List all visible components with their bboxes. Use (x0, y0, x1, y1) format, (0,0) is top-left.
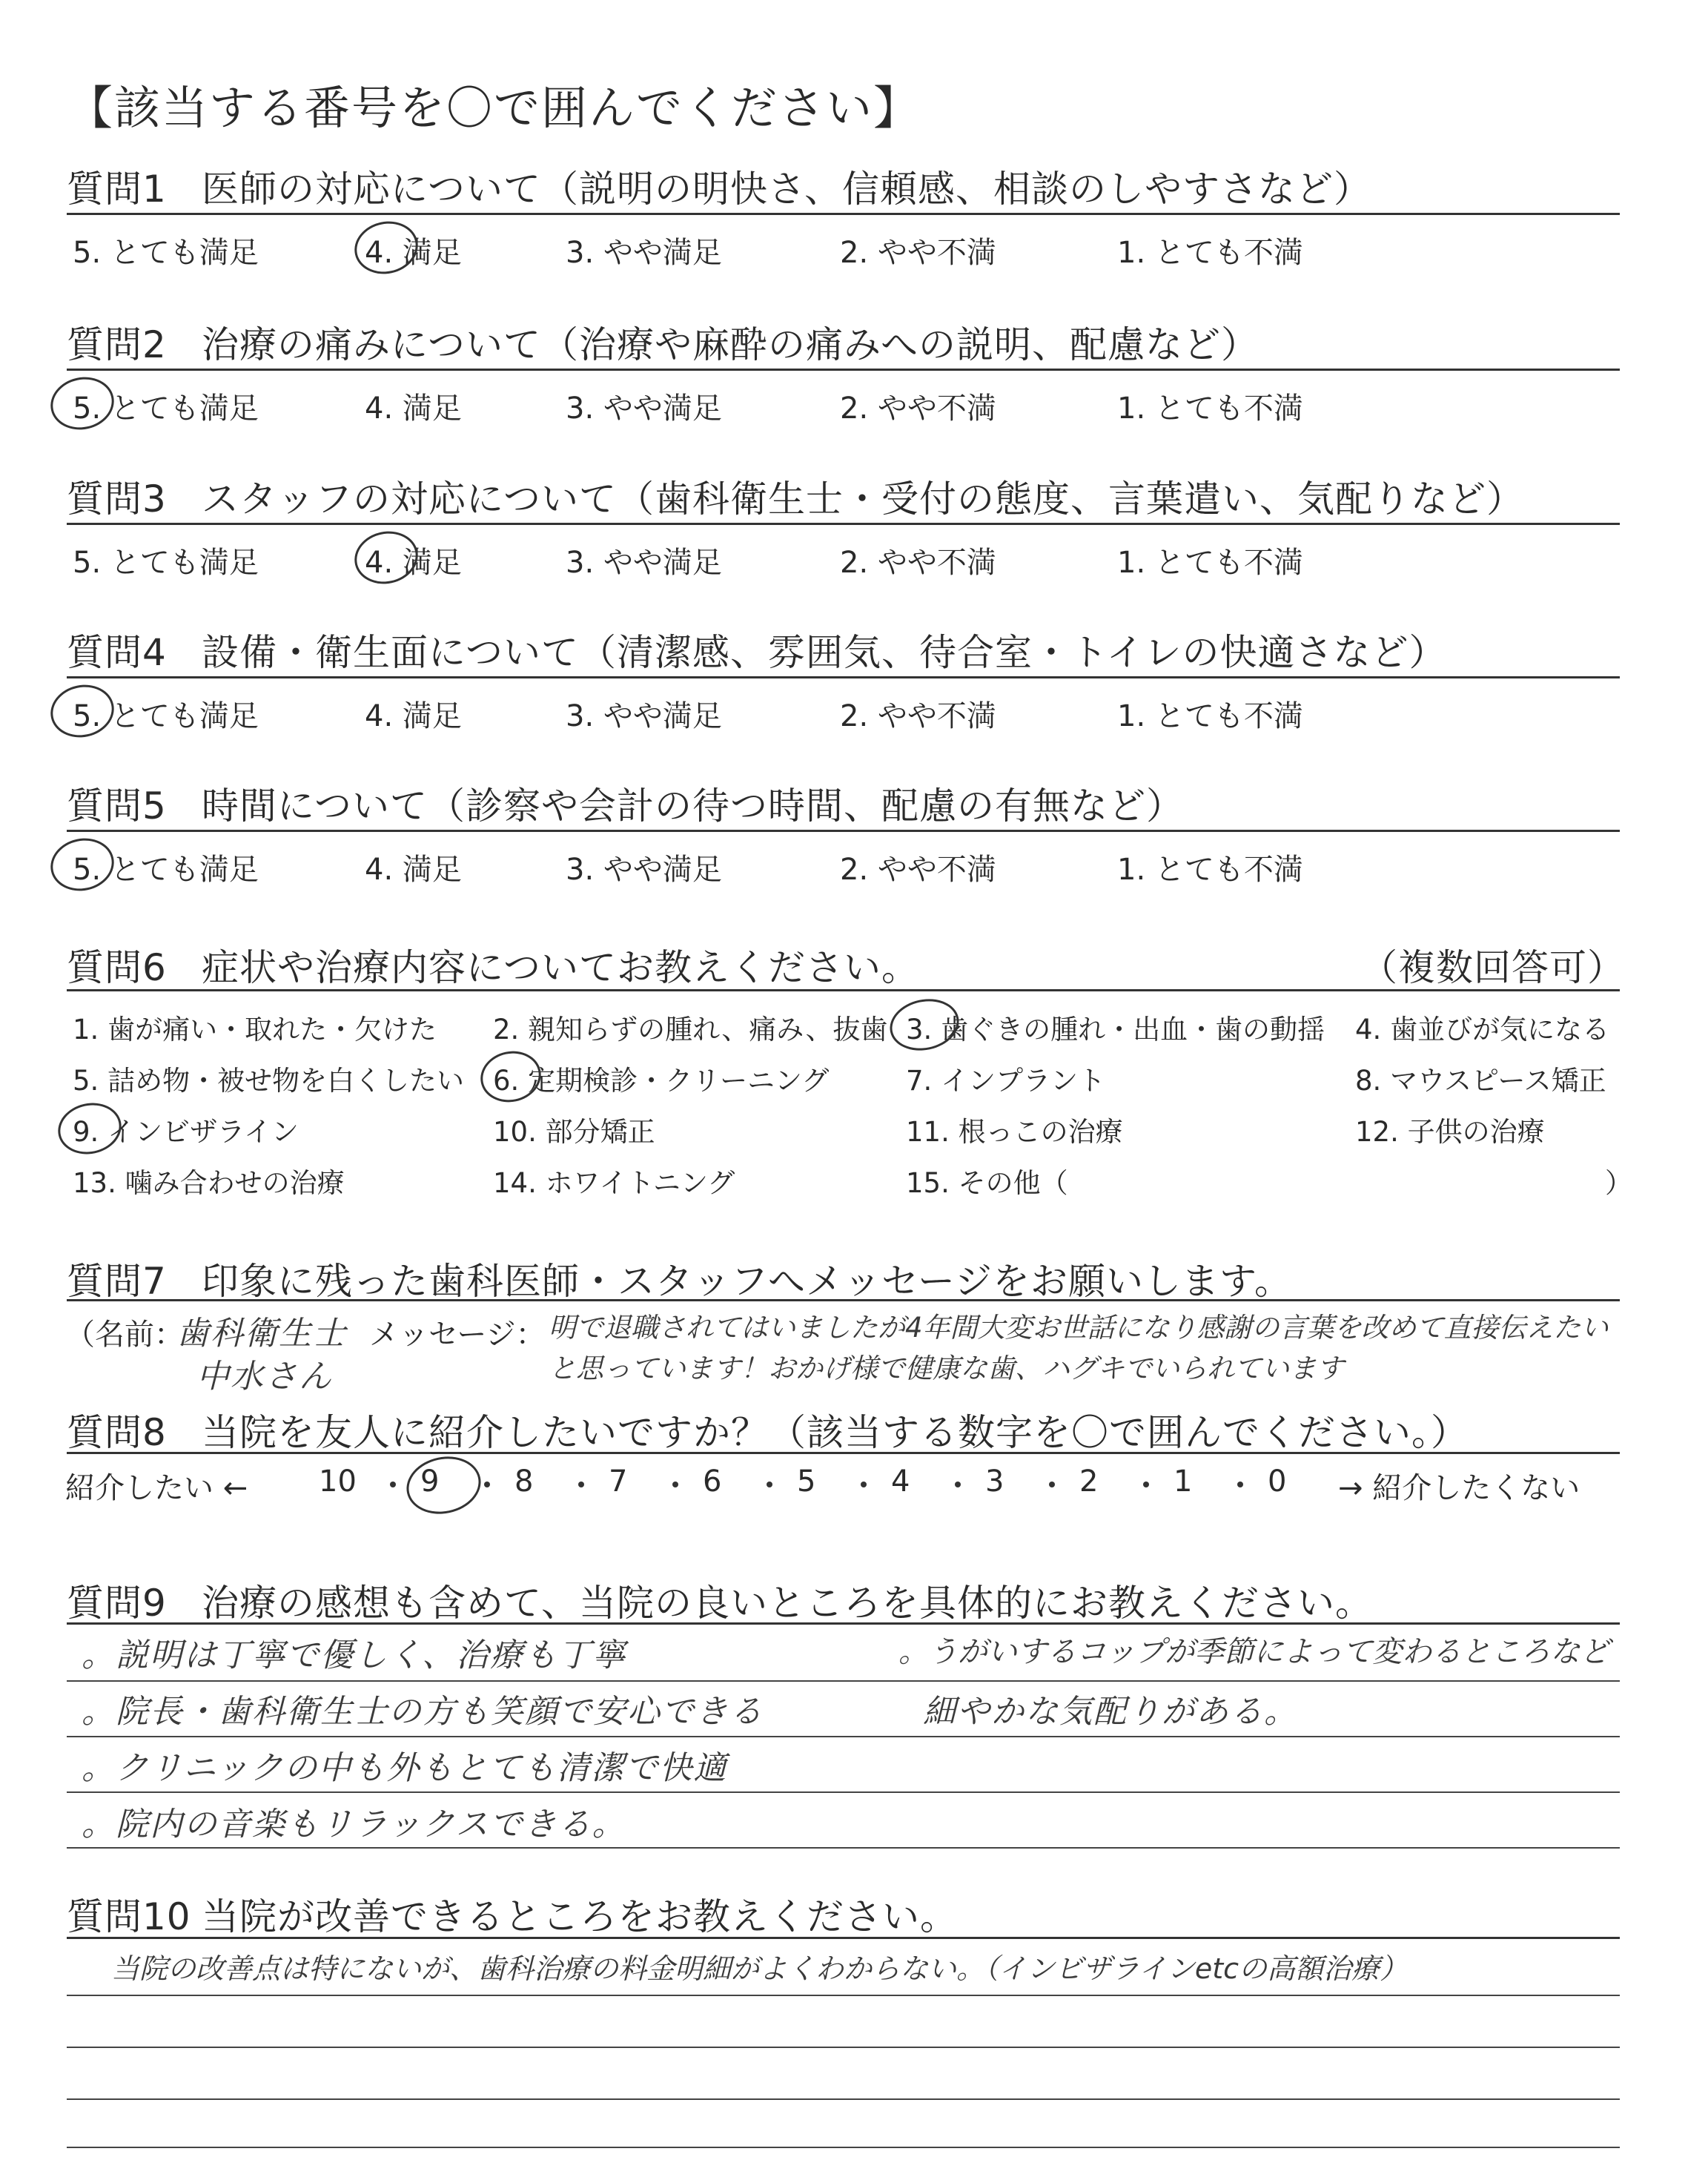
scale-number[interactable]: 9 (420, 1464, 440, 1499)
q5-rule (67, 830, 1620, 832)
q6-option[interactable]: 10. 部分矯正 (493, 1116, 655, 1148)
q6-option[interactable]: 15. その他（ (906, 1167, 1068, 1199)
q6-option[interactable]: 13. 噛み合わせの治療 (73, 1167, 345, 1199)
rating-option[interactable]: 1. とても不満 (1117, 546, 1303, 580)
writing-line (67, 1847, 1620, 1849)
q6-option[interactable]: 9. インビザライン (73, 1116, 299, 1148)
selection-circle (476, 1046, 546, 1108)
q6-option[interactable]: 14. ホワイトニング (493, 1167, 735, 1199)
q7-text: 印象に残った歯科医師・スタッフへメッセージをお願いします。 (202, 1260, 1292, 1303)
q9-rule (67, 1622, 1620, 1625)
scale-separator-dot (1049, 1482, 1055, 1487)
scale-number[interactable]: 10 (319, 1464, 357, 1499)
q6-option[interactable]: 12. 子供の治療 (1355, 1116, 1545, 1148)
q9-line[interactable]: 。院長・歯科衛生士の方も笑顔で安心できる (82, 1693, 764, 1731)
rating-option[interactable]: 2. やや不満 (840, 236, 996, 270)
writing-line (67, 1995, 1620, 1996)
scale-separator-dot (861, 1482, 867, 1487)
rating-option[interactable]: 5. とても満足 (73, 392, 259, 426)
rating-option[interactable]: 3. やや満足 (566, 392, 722, 426)
q9-text: 治療の感想も含めて、当院の良いところを具体的にお教えください。 (202, 1582, 1373, 1625)
q9-line[interactable]: 細やかな気配りがある。 (923, 1693, 1298, 1731)
q8-right-label: → 紹介したくない (1338, 1471, 1580, 1505)
q7-message-line2[interactable]: と思っています！おかげ様で健康な歯、ハグキでいられています (549, 1353, 1344, 1384)
q6-note: （複数回答可） (1360, 946, 1625, 989)
q7-message-line1[interactable]: 明で退職されてはいましたが4年間大変お世話になり感謝の言葉を改めて直接伝えたい (549, 1312, 1609, 1344)
rating-option[interactable]: 5. とても満足 (73, 546, 259, 580)
q8-left-label: 紹介したい ← (65, 1471, 248, 1505)
scale-separator-dot (672, 1482, 678, 1487)
q9-line[interactable]: 。院内の音楽もリラックスできる。 (82, 1806, 626, 1843)
scale-separator-dot (1237, 1482, 1243, 1487)
q6-label: 質問6 (67, 946, 167, 989)
rating-option[interactable]: 4. 満足 (365, 699, 462, 733)
rating-option[interactable]: 5. とても満足 (73, 699, 259, 733)
scale-separator-dot (1143, 1482, 1149, 1487)
selection-circle (885, 993, 964, 1057)
q10-line[interactable]: 当院の改善点は特にないが、歯科治療の料金明細がよくわからない。（インビザラインetcの高額治療） (111, 1952, 1409, 1985)
q10-label: 質問10 (67, 1895, 191, 1938)
q9-line[interactable]: 。説明は丁寧で優しく、治療も丁寧 (82, 1636, 627, 1674)
rating-option[interactable]: 2. やや不満 (840, 546, 996, 580)
q7-name-line1[interactable]: 歯科衛生士 (176, 1315, 347, 1353)
q3-label: 質問3 (67, 478, 167, 521)
q6-option[interactable]: 2. 親知らずの腫れ、痛み、抜歯 (493, 1014, 888, 1046)
scale-number[interactable]: 1 (1174, 1464, 1193, 1499)
q7-message-label: メッセージ： (369, 1318, 546, 1352)
writing-line (67, 1736, 1620, 1737)
writing-line (67, 2147, 1620, 2148)
rating-option[interactable]: 4. 満足 (365, 392, 462, 426)
rating-option[interactable]: 2. やや不満 (840, 853, 996, 887)
page-title: 【該当する番号を〇で囲んでください】 (67, 81, 921, 135)
rating-option[interactable]: 5. とても満足 (73, 853, 259, 887)
q9-line[interactable]: 。クリニックの中も外もとても清潔で快適 (82, 1749, 728, 1787)
selection-circle (401, 1450, 486, 1520)
rating-option[interactable]: 3. やや満足 (566, 853, 722, 887)
q2-label: 質問2 (67, 323, 167, 366)
scale-number[interactable]: 0 (1268, 1464, 1287, 1499)
scale-separator-dot (484, 1482, 490, 1487)
rating-option[interactable]: 5. とても満足 (73, 236, 259, 270)
scale-separator-dot (578, 1482, 584, 1487)
q5-label: 質問5 (67, 785, 167, 828)
scale-number[interactable]: 4 (891, 1464, 910, 1499)
selection-circle (53, 1097, 126, 1160)
scale-separator-dot (767, 1482, 772, 1487)
scale-number[interactable]: 6 (703, 1464, 722, 1499)
q6-option[interactable]: 1. 歯が痛い・取れた・欠けた (73, 1014, 437, 1046)
rating-option[interactable]: 2. やや不満 (840, 699, 996, 733)
q6-option[interactable]: 3. 歯ぐきの腫れ・出血・歯の動揺 (906, 1014, 1325, 1046)
q6-option[interactable]: 7. インプラント (906, 1065, 1106, 1097)
q6-option[interactable]: 8. マウスピース矯正 (1355, 1065, 1606, 1097)
writing-line (67, 2098, 1620, 2100)
q3-text: スタッフの対応について（歯科衛生士・受付の態度、言葉遣い、気配りなど） (202, 478, 1524, 521)
writing-line (67, 2047, 1620, 2048)
q1-text: 医師の対応について（説明の明快さ、信頼感、相談のしやすさなど） (202, 168, 1371, 211)
scale-number[interactable]: 8 (514, 1464, 534, 1499)
q4-label: 質問4 (67, 631, 167, 674)
rating-option[interactable]: 4. 満足 (365, 546, 462, 580)
scale-separator-dot (390, 1482, 396, 1487)
q7-label: 質問7 (67, 1260, 167, 1303)
rating-option[interactable]: 3. やや満足 (566, 236, 722, 270)
q8-label: 質問8 (67, 1411, 167, 1454)
q1-rule (67, 213, 1620, 215)
rating-option[interactable]: 2. やや不満 (840, 392, 996, 426)
writing-line (67, 1680, 1620, 1682)
rating-option[interactable]: 1. とても不満 (1117, 853, 1303, 887)
rating-option[interactable]: 4. 満足 (365, 236, 462, 270)
q5-text: 時間について（診察や会計の待つ時間、配慮の有無など） (202, 785, 1184, 828)
scale-number[interactable]: 5 (797, 1464, 816, 1499)
rating-option[interactable]: 4. 満足 (365, 853, 462, 887)
rating-option[interactable]: 3. やや満足 (566, 699, 722, 733)
q6-option[interactable]: 6. 定期検診・クリーニング (493, 1065, 830, 1097)
q8-text: 当院を友人に紹介したいですか？（該当する数字を〇で囲んでください。） (202, 1411, 1469, 1454)
q4-rule (67, 676, 1620, 678)
q6-option[interactable]: 5. 詰め物・被せ物を白くしたい (73, 1065, 465, 1097)
q8-rule (67, 1452, 1620, 1454)
writing-line (67, 1791, 1620, 1793)
q6-option-close: ） (1605, 1167, 1632, 1199)
q7-name-label: （名前： (65, 1318, 184, 1352)
scale-number[interactable]: 2 (1079, 1464, 1099, 1499)
q7-name-line2[interactable]: 中水さん (196, 1358, 333, 1396)
q10-rule (67, 1937, 1620, 1939)
q7-rule (67, 1299, 1620, 1301)
rating-option[interactable]: 1. とても不満 (1117, 236, 1303, 270)
q6-option[interactable]: 4. 歯並びが気になる (1355, 1014, 1610, 1046)
scale-number[interactable]: 7 (609, 1464, 628, 1499)
rating-option[interactable]: 1. とても不満 (1117, 699, 1303, 733)
q9-line[interactable]: 。うがいするコップが季節によって変わるところなど (898, 1635, 1610, 1669)
scale-separator-dot (955, 1482, 961, 1487)
q9-label: 質問9 (67, 1582, 167, 1625)
q2-text: 治療の痛みについて（治療や麻酔の痛みへの説明、配慮など） (202, 323, 1259, 366)
q6-rule (67, 989, 1620, 991)
rating-option[interactable]: 3. やや満足 (566, 546, 722, 580)
q10-text: 当院が改善できるところをお教えください。 (202, 1895, 958, 1938)
q6-option[interactable]: 11. 根っこの治療 (906, 1116, 1123, 1148)
q4-text: 設備・衛生面について（清潔感、雰囲気、待合室・トイレの快適さなど） (202, 631, 1447, 674)
q6-text: 症状や治療内容についてお教えください。 (202, 946, 919, 989)
scale-number[interactable]: 3 (985, 1464, 1004, 1499)
q2-rule (67, 369, 1620, 371)
q1-label: 質問1 (67, 168, 167, 211)
q3-rule (67, 523, 1620, 525)
rating-option[interactable]: 1. とても不満 (1117, 392, 1303, 426)
